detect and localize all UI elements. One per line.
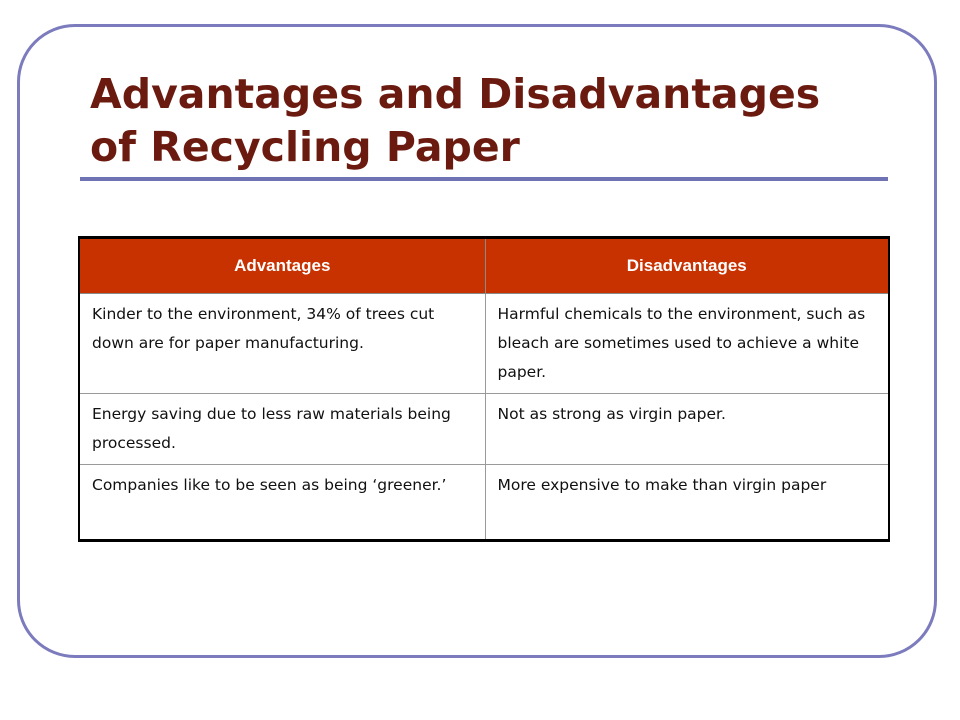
header-disadvantages: Disadvantages [485,238,889,294]
disadvantage-cell: More expensive to make than virgin paper [485,465,889,541]
table-header-row [79,238,889,294]
pros-cons-table [78,236,890,542]
disadvantage-cell: Harmful chemicals to the environment, such as bleach are sometimes used to achieve a white paper. [485,294,889,394]
title-line-1: Advantages and Disadvantages [90,70,821,118]
table-row [79,394,889,465]
table-row [79,465,889,541]
table-row [79,294,889,394]
slide-title [90,68,890,174]
advantage-cell: Energy saving due to less raw materials being processed. [79,394,485,465]
advantage-cell: Companies like to be seen as being ‘greener.’ [79,465,485,541]
title-underline [80,177,888,181]
header-advantages: Advantages [79,238,485,294]
disadvantage-cell: Not as strong as virgin paper. [485,394,889,465]
title-line-2: of Recycling Paper [90,123,520,171]
advantage-cell: Kinder to the environment, 34% of trees cut down are for paper manufacturing. [79,294,485,394]
